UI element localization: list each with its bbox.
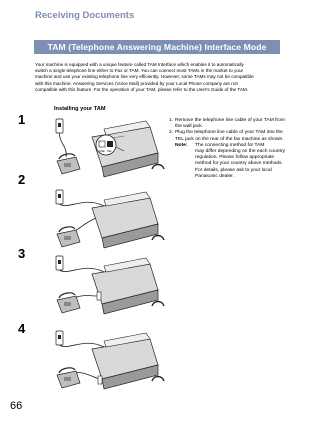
note	[175, 143, 287, 180]
tam-line-cable	[74, 296, 98, 299]
step-4-illustration	[54, 327, 167, 392]
instruction-number: 2.	[169, 130, 174, 136]
step-1-illustration	[54, 117, 167, 182]
instruction-text: Remove the telephone line cable of your TAM from the wall jack.	[175, 118, 285, 130]
tam-device	[57, 368, 80, 388]
instruction-item-2	[169, 130, 287, 142]
fax-line-cable	[60, 268, 105, 272]
jack-label-tel: TEL	[107, 150, 112, 153]
step-2-illustration	[54, 186, 167, 251]
step-number-2: 2	[18, 172, 26, 187]
note-label: Note:	[175, 142, 188, 148]
handset-icon	[152, 302, 164, 307]
tel-jack	[107, 141, 113, 147]
fax-line-cable	[60, 343, 105, 347]
intro-paragraph	[35, 62, 281, 93]
jack-label-line: LINE	[99, 150, 105, 153]
section-banner	[34, 40, 280, 54]
fax-machine	[92, 192, 158, 248]
line-jack	[99, 141, 105, 147]
tam-device	[57, 154, 80, 174]
step-number-1: 1	[18, 112, 26, 127]
step-number-4: 4	[18, 321, 26, 336]
section-title: Receiving Documents	[35, 10, 135, 21]
adapter-plug	[98, 376, 102, 384]
note-body: may differ depending on the each country regulation. Please follow appropriate method for your country above methods. For details, please ask to your local Panasonic dealer.	[195, 149, 285, 179]
step-number-3: 3	[18, 246, 26, 261]
wall-jack	[58, 335, 61, 339]
instruction-text: Plug the telephone line cable of your TAM into the TEL jack on the rear of the fax machine as shown.	[175, 130, 284, 142]
wall-jack	[58, 260, 61, 264]
instruction-item-1	[169, 118, 287, 130]
installation-instructions	[169, 118, 287, 180]
adapter-plug	[97, 292, 101, 300]
note-first-line: The connecting method for TAM	[195, 142, 265, 148]
intro-line: with this machine. Answering Services (Voice Mail) provided by your Local Phone company are not	[35, 80, 238, 86]
installing-subheading: Installing your TAM	[54, 106, 106, 112]
wall-jack	[58, 123, 61, 127]
intro-line: machine and use your existing telephone line very efficiently. However, some TAMs may not be compatible	[35, 74, 254, 80]
step-3-illustration	[54, 252, 167, 317]
fax-machine	[92, 258, 158, 314]
intro-line: switch a single telephone line either to Fax or TAM. You can connect most TAMs in the market to your	[35, 68, 244, 74]
handset-icon	[152, 377, 164, 382]
fax-line-cable	[60, 202, 105, 206]
tam-line-cable	[59, 133, 66, 157]
intro-line: Your machine is equipped with a unique feature called TAM Interface which enables it to automatically	[35, 62, 244, 67]
handset-icon	[152, 165, 164, 170]
page-number: 66	[10, 400, 23, 412]
banner-title: TAM (Telephone Answering Machine) Interface Mode	[47, 42, 267, 52]
tam-device	[57, 293, 80, 313]
instruction-number: 1.	[169, 118, 174, 123]
intro-line: compatible with this feature. For the operation of your TAM, please refer to the User's Guide of the TAM.	[35, 86, 249, 92]
handset-icon	[152, 236, 164, 241]
wall-jack	[58, 194, 61, 198]
